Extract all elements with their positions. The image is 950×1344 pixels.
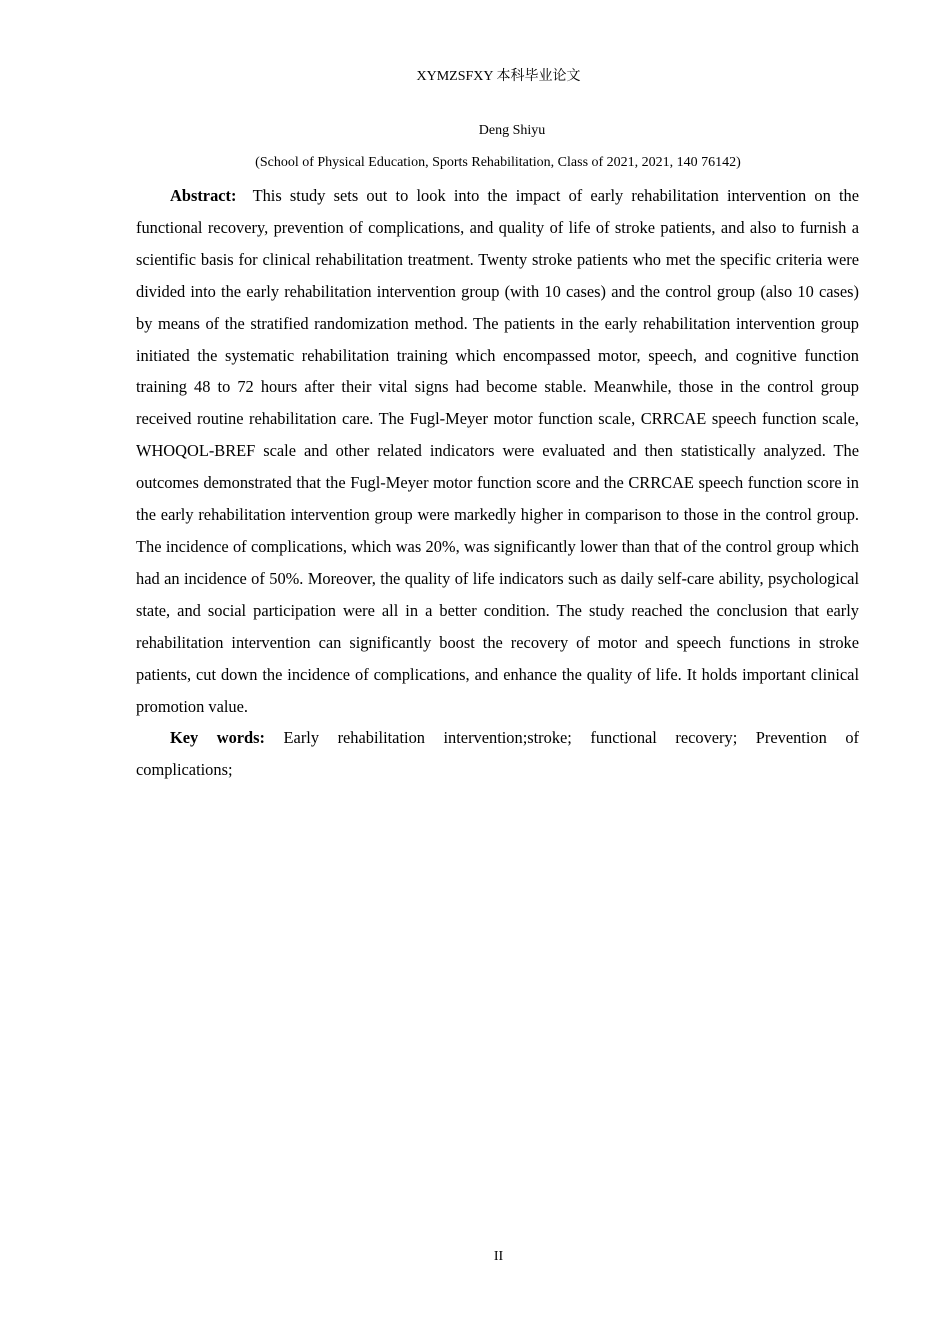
abstract-paragraph — [136, 180, 859, 722]
abstract-text: This study sets out to look into the impact of early rehabilitation intervention on the functional recovery, prevention of complications, and quality of life of stroke patients, and also to furnish a scientific basis for clinical rehabilitation treatment. Twenty stroke patients who met the specific criteria were divided into the early rehabilitation intervention group (with 10 cases) and the control group (also 10 cases) by means of the stratified randomization method. The patients in the early rehabilitation intervention group initiated the systematic rehabilitation training which encompassed motor, speech, and cognitive function training 48 to 72 hours after their vital signs had become stable. Meanwhile, those in the control group received routine rehabilitation care. The Fugl-Meyer motor function scale, CRRCAE speech function scale, WHOQOL-BREF scale and other related indicators were evaluated and then statistically analyzed. The outcomes demonstrated that the Fugl-Meyer motor function score and the CRRCAE speech function score in the early rehabilitation intervention group were markedly higher in comparison to those in the control group. The incidence of complications, which was 20%, was significantly lower than that of the control group which had an incidence of 50%. Moreover, the quality of life indicators such as daily self-care ability, psychological state, and social participation were all in a better condition. The study reached the conclusion that early rehabilitation intervention can significantly boost the recovery of motor and speech functions in stroke patients, cut down the incidence of complications, and enhance the quality of life. It holds important clinical promotion value. — [136, 186, 859, 716]
running-header: XYMZSFXY 本科毕业论文 — [416, 69, 581, 84]
keywords-paragraph — [136, 722, 859, 786]
author-name: Deng Shiyu — [478, 123, 546, 138]
page-number: II — [493, 1249, 504, 1264]
abstract-label: Abstract: — [170, 186, 237, 205]
keywords-label: Key words: — [170, 728, 266, 747]
keywords-text: Early rehabilitation intervention;stroke; functional recovery; Prevention of complications; — [136, 728, 859, 779]
author-affiliation: (School of Physical Education, Sports Rehabilitation, Class of 2021, 2021, 140 76142) — [255, 155, 741, 170]
